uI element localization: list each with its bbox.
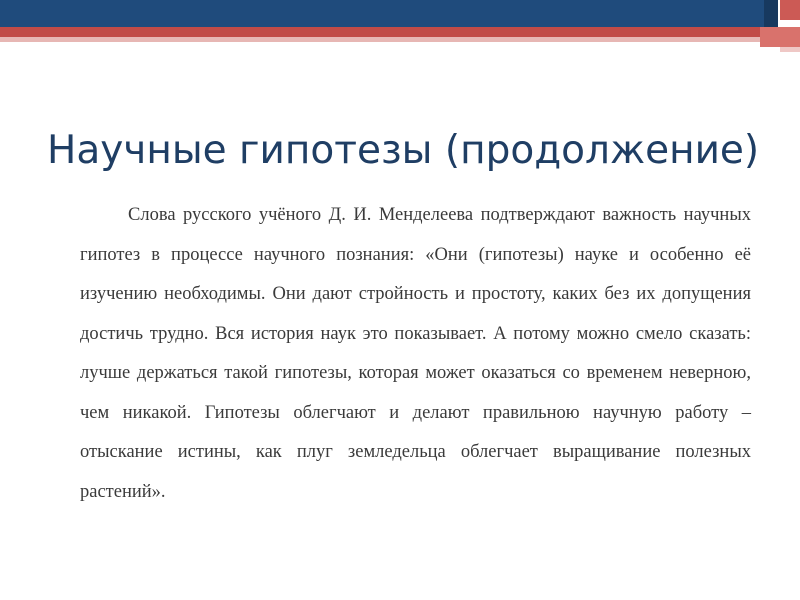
corner-tab-red: [760, 27, 800, 47]
slide-body-text: Слова русского учёного Д. И. Менделеева подтверждают важность научных гипотез в процессе научного познания: «Они (гипотезы) науке и особенно её изучению необходимы. Они дают стройность и простоту, каких без их допущения достичь трудно. Вся история наук это показывает. А потому можно смело сказать: лучше держаться такой гипотезы, которая может оказаться со временем неверною, чем никакой. Гипотезы облегчают и делают правильною научную работу – отыскание истины, как плуг земледельца облегчает выращивание полезных растений».: [80, 205, 751, 502]
corner-tab-red-small: [780, 0, 800, 20]
header-band-blue: [0, 0, 800, 27]
slide-title: Научные гипотезы (продолжение): [47, 128, 760, 173]
corner-notch-dark: [764, 0, 778, 27]
header-band-pink: [0, 37, 800, 42]
header-band-red: [0, 27, 800, 37]
corner-tab-pink-small: [780, 47, 800, 52]
